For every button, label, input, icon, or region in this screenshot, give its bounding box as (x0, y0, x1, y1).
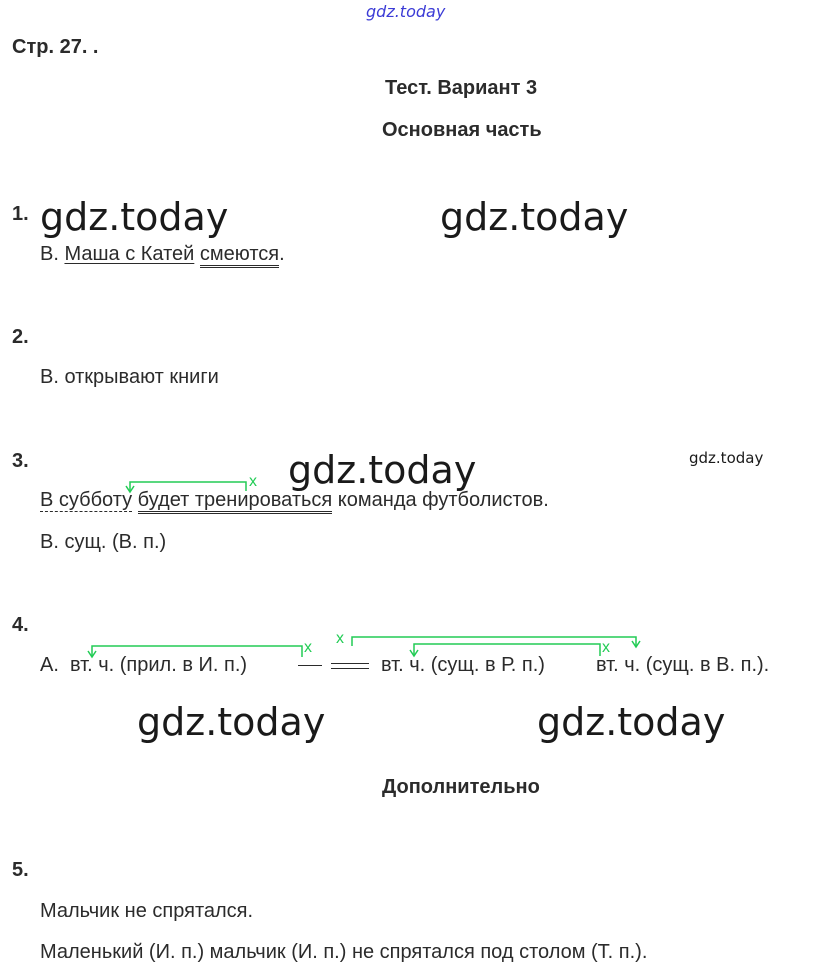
page-reference: Стр. 27. . (12, 36, 99, 58)
task-4-x-mark-2: x (336, 630, 344, 647)
task-1-predicate: смеются (200, 243, 279, 268)
task-5-line-2: Маленький (И. п.) мальчик (И. п.) не спрятался под столом (Т. п.). (40, 941, 648, 963)
watermark-3: gdz.today (288, 448, 477, 492)
watermark-4: gdz.today (137, 700, 326, 744)
task-3-circumstance: В субботу (40, 489, 133, 511)
section-main-heading: Основная часть (382, 119, 542, 141)
task-4-number: 4. (12, 614, 29, 636)
top-watermark: gdz.today (366, 2, 446, 21)
task-4-x-mark-1: x (304, 639, 312, 656)
task-5-number: 5. (12, 859, 29, 881)
task-3-sentence (40, 489, 549, 512)
task-3-predicate: будет тренироваться (138, 489, 333, 514)
task-4-prefix: А. (40, 654, 59, 676)
watermark-small: gdz.today (689, 449, 764, 467)
task-4-predicate-lines (331, 663, 369, 669)
watermark-1: gdz.today (40, 195, 229, 239)
task-4-part-1: вт. ч. (прил. в И. п.) (70, 654, 248, 676)
task-4-part-2: вт. ч. (сущ. в Р. п.) (381, 654, 545, 676)
task-1-subject: Маша с Катей (64, 243, 195, 265)
task-2-number: 2. (12, 326, 29, 348)
watermark-2: gdz.today (440, 195, 629, 239)
task-3-rest: команда футболистов. (337, 489, 549, 511)
task-3-number: 3. (12, 450, 29, 472)
task-4-arrow-link-2 (352, 637, 636, 647)
section-extra-heading: Дополнительно (382, 776, 540, 798)
task-5-line-1: Мальчик не спрятался. (40, 900, 254, 922)
test-title: Тест. Вариант 3 (385, 77, 538, 99)
task-3-answer: В. сущ. (В. п.) (40, 531, 167, 553)
task-3-x-mark: x (249, 473, 257, 490)
task-1-prefix: В. (40, 243, 59, 265)
task-4-x-mark-3: x (602, 639, 610, 656)
task-1-number: 1. (12, 203, 29, 225)
task-1-end: . (279, 243, 285, 265)
watermark-5: gdz.today (537, 700, 726, 744)
task-1-answer (40, 243, 285, 266)
task-4-subject-line (298, 665, 322, 666)
task-4-part-3: вт. ч. (сущ. в В. п.). (596, 654, 770, 676)
task-2-answer: В. открывают книги (40, 366, 219, 388)
